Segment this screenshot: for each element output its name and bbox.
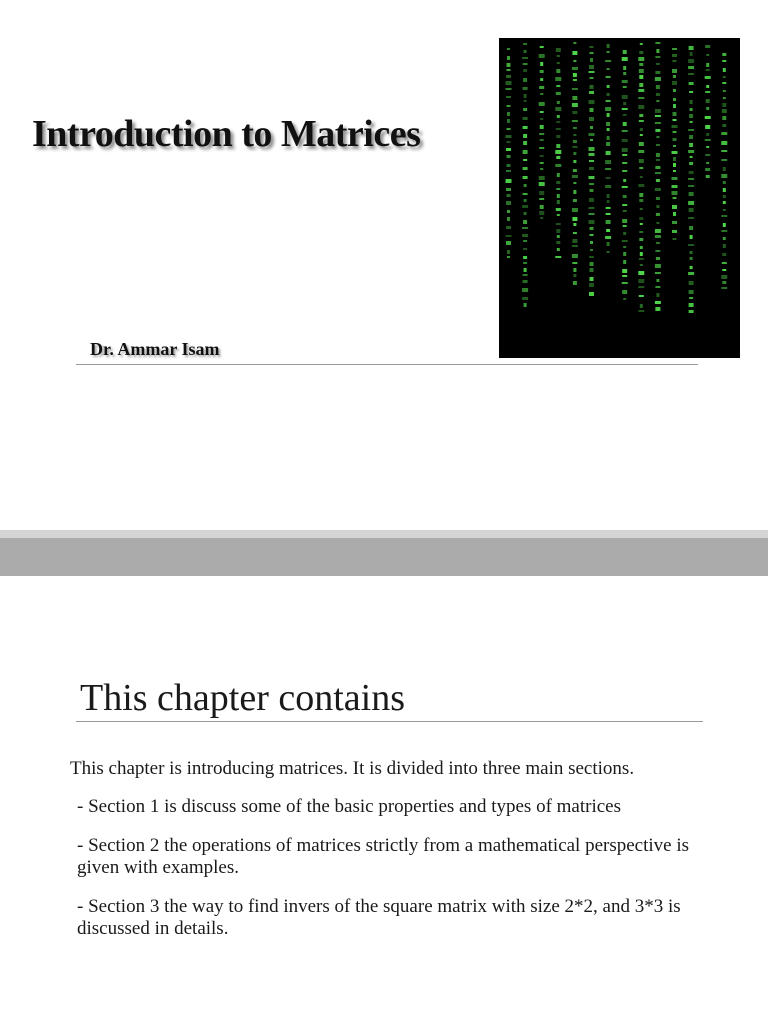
slide-title-heading: Introduction to Matrices	[32, 113, 421, 155]
slide-separator	[0, 530, 768, 576]
chapter-intro: This chapter is introducing matrices. It is divided into three main sections.	[70, 758, 635, 779]
slide-separator-highlight	[0, 530, 768, 538]
title-divider	[76, 364, 698, 365]
heading-divider	[76, 721, 703, 722]
section-bullet-2: - Section 2 the operations of matrices strictly from a mathematical perspective is given with examples.	[77, 835, 690, 878]
author-name: Dr. Ammar Isam	[90, 339, 220, 359]
section-bullet-3: - Section 3 the way to find invers of the square matrix with size 2*2, and 3*3 is discussed in details.	[77, 896, 681, 939]
chapter-heading: This chapter contains	[80, 677, 406, 719]
section-bullet-1: - Section 1 is discuss some of the basic properties and types of matrices	[77, 796, 622, 817]
matrix-digital-rain-image	[499, 38, 740, 358]
slide-chapter-contents	[0, 576, 768, 1024]
